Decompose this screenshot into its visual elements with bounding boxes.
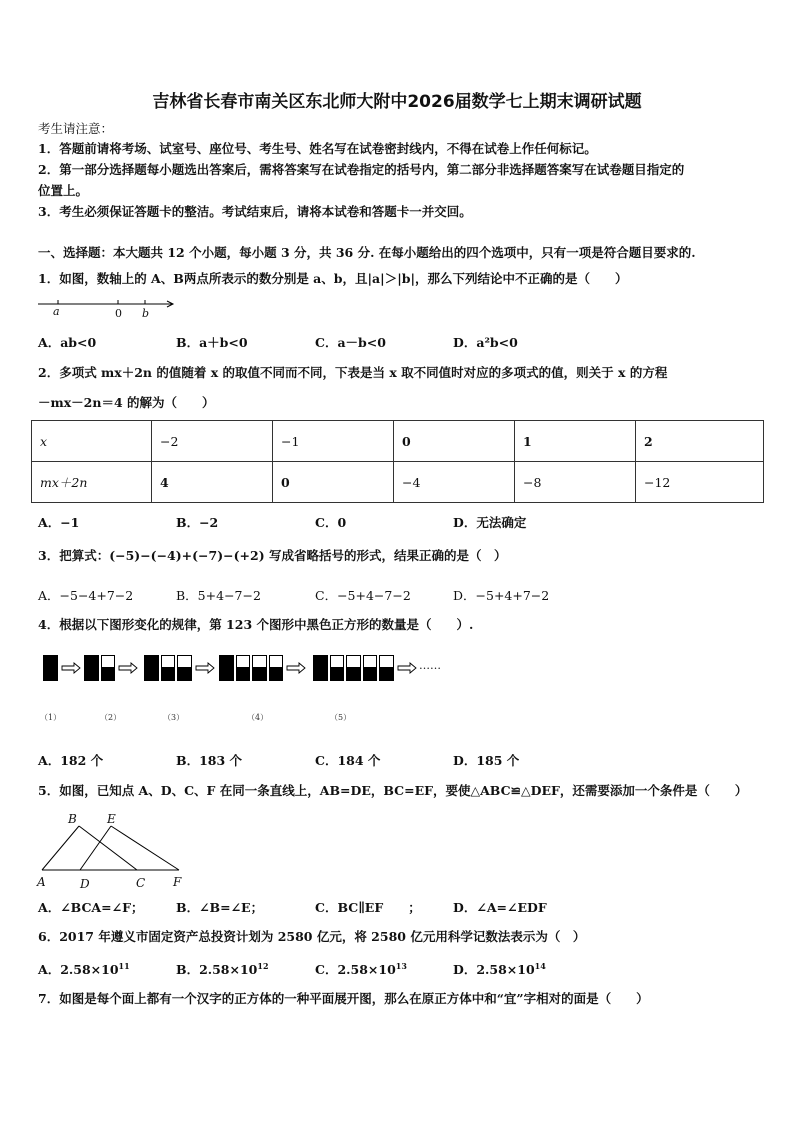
black-square: [84, 668, 99, 681]
q1-option-a[interactable]: A．ab<0: [38, 335, 97, 350]
black-square: [101, 668, 116, 681]
q2-option-b[interactable]: B．−2: [176, 515, 219, 530]
q6-option-d-exp: 14: [534, 960, 546, 971]
q4-figure-label-3: （3）: [163, 713, 185, 722]
q6-option-a-exp: 11: [118, 960, 130, 971]
q6-option-c[interactable]: [315, 960, 407, 978]
black-square: [252, 668, 267, 681]
black-square: [43, 668, 58, 681]
q3-option-b[interactable]: B．5+4−7−2: [176, 588, 261, 603]
notice-item-3: 3．考生必须保证答题卡的整洁。考试结束后，请将本试卷和答题卡一并交回。: [38, 204, 472, 219]
table-cell: x: [32, 421, 152, 462]
q4-figure-label-2: （2）: [100, 713, 122, 722]
black-square: [177, 668, 192, 681]
table-cell: 2: [636, 421, 764, 462]
q6-option-b-base: B．2.58×10: [176, 962, 258, 977]
q5-label-D: D: [80, 877, 90, 891]
black-square: [84, 655, 99, 668]
white-square: [252, 655, 267, 668]
q5-option-c[interactable]: C．BC∥EF ；: [315, 900, 421, 915]
q6-option-d[interactable]: [453, 960, 546, 978]
black-square: [346, 668, 361, 681]
q6-stem: 6．2017 年遵义市固定资产总投资计划为 2580 亿元，将 2580 亿元用科学记数法表示为（ ）: [38, 929, 586, 944]
q5-option-b[interactable]: B．∠B=∠E；: [176, 900, 264, 915]
q1-option-c[interactable]: C．a－b<0: [315, 335, 386, 350]
q3-option-a[interactable]: A．−5−4+7−2: [38, 588, 134, 603]
table-row: [32, 421, 764, 462]
q6-option-a[interactable]: [38, 960, 130, 978]
q5-label-C: C: [136, 876, 146, 890]
q4-stem: 4．根据以下图形变化的规律，第 123 个图形中黑色正方形的数量是（ ）.: [38, 617, 474, 632]
white-square: [177, 655, 192, 668]
q7-stem: 7．如图是每个面上都有一个汉字的正方体的一种平面展开图，那么在原正方体中和“宜”字相对的面是（ ）: [38, 991, 649, 1006]
black-square: [363, 668, 378, 681]
right-arrow-icon: [195, 663, 215, 673]
q5-label-B: B: [68, 812, 77, 826]
white-square: [363, 655, 378, 668]
table-cell: −12: [636, 462, 764, 503]
right-arrow-icon: [118, 663, 138, 673]
white-square: [161, 655, 176, 668]
notice-item-1: 1．答题前请将考场、试室号、座位号、考生号、姓名写在试卷密封线内，不得在试卷上作任何标记。: [38, 141, 597, 156]
q6-option-c-base: C．2.58×10: [315, 962, 396, 977]
table-cell: 0: [394, 421, 515, 462]
q2-value-table: [31, 420, 764, 503]
q4-option-c[interactable]: C．184 个: [315, 753, 381, 768]
table-cell: −2: [152, 421, 273, 462]
black-square: [144, 668, 159, 681]
q5-label-E: E: [107, 812, 116, 826]
q1-axis-label-a: a: [53, 305, 60, 318]
q3-option-c[interactable]: C．−5+4−7−2: [315, 588, 411, 603]
black-square: [236, 668, 251, 681]
black-square: [43, 655, 58, 668]
table-cell: mx＋2n: [32, 462, 152, 503]
q6-option-c-exp: 13: [395, 960, 407, 971]
q4-option-b[interactable]: B．183 个: [176, 753, 243, 768]
black-square: [313, 655, 328, 668]
table-row: [32, 462, 764, 503]
black-square: [379, 668, 394, 681]
black-square: [144, 655, 159, 668]
right-arrow-icon: [397, 663, 417, 673]
q3-option-d[interactable]: D．−5+4+7−2: [453, 588, 550, 603]
white-square: [379, 655, 394, 668]
q1-axis-label-b: b: [142, 307, 150, 320]
q2-option-c[interactable]: C．0: [315, 515, 347, 530]
white-square: [346, 655, 361, 668]
white-square: [330, 655, 345, 668]
q1-axis-label-0: 0: [115, 307, 122, 320]
q5-stem: 5．如图，已知点 A、D、C、F 在同一条直线上，AB=DE，BC=EF，要使△ABC≌△DEF，还需要添加一个条件是（ ）: [38, 783, 748, 798]
q1-stem: 1．如图，数轴上的 A、B两点所表示的数分别是 a、b，且|a|＞|b|，那么下列结论中不正确的是（ ）: [38, 271, 628, 286]
table-cell: −4: [394, 462, 515, 503]
q4-figure-label-5: （5）: [330, 713, 352, 722]
black-square: [161, 668, 176, 681]
black-square: [330, 668, 345, 681]
q4-figure-label-4: （4）: [247, 713, 269, 722]
q6-option-b[interactable]: [176, 960, 269, 978]
q4-option-d[interactable]: D．185 个: [453, 753, 520, 768]
black-square: [219, 655, 234, 668]
q2-option-d[interactable]: D．无法确定: [453, 515, 527, 530]
q5-label-A: A: [37, 875, 46, 889]
q5-option-d[interactable]: D．∠A=∠EDF: [453, 900, 547, 915]
q3-stem: 3．把算式：(−5)−(−4)+(−7)−(+2) 写成省略括号的形式，结果正确的是（ ）: [38, 548, 507, 563]
white-square: [236, 655, 251, 668]
q2-stem-equation: －mx－2n＝4 的解为（ ）: [38, 395, 215, 410]
q6-option-a-base: A．2.58×10: [38, 962, 119, 977]
black-square: [269, 668, 284, 681]
right-arrow-icon: [286, 663, 306, 673]
notice-item-2-cont: 位置上。: [38, 183, 89, 198]
table-cell: 0: [273, 462, 394, 503]
q1-option-b[interactable]: B．a＋b<0: [176, 335, 248, 350]
q4-ellipsis: ……: [419, 659, 441, 672]
right-arrow-icon: [61, 663, 81, 673]
black-square: [313, 668, 328, 681]
black-square: [219, 668, 234, 681]
table-cell: 1: [515, 421, 636, 462]
q2-option-a[interactable]: A．−1: [38, 515, 80, 530]
table-cell: −1: [273, 421, 394, 462]
table-cell: −8: [515, 462, 636, 503]
q6-option-d-base: D．2.58×10: [453, 962, 535, 977]
q4-option-a[interactable]: A．182 个: [38, 753, 104, 768]
page-title: 吉林省长春市南关区东北师大附中2026届数学七上期末调研试题: [152, 92, 642, 112]
notice-heading: 考生请注意：: [38, 121, 114, 136]
notice-item-2: 2．第一部分选择题每小题选出答案后，需将答案写在试卷指定的括号内，第二部分非选择题答案写在试卷题目指定的: [38, 162, 685, 177]
q5-label-F: F: [173, 875, 182, 889]
white-square: [269, 655, 284, 668]
section-heading: 一、选择题：本大题共 12 个小题，每小题 3 分，共 36 分. 在每小题给出的四个选项中，只有一项是符合题目要求的.: [38, 245, 696, 260]
q6-option-b-exp: 12: [257, 960, 269, 971]
white-square: [101, 655, 116, 668]
q4-figure-label-1: （1）: [40, 713, 62, 722]
table-cell: 4: [152, 462, 273, 503]
q2-stem: 2．多项式 mx＋2n 的值随着 x 的取值不同而不同，下表是当 x 取不同值时对应的多项式的值，则关于 x 的方程: [38, 365, 668, 380]
q1-option-d[interactable]: D．a²b<0: [453, 335, 518, 350]
q5-option-a[interactable]: A．∠BCA=∠F；: [38, 900, 144, 915]
